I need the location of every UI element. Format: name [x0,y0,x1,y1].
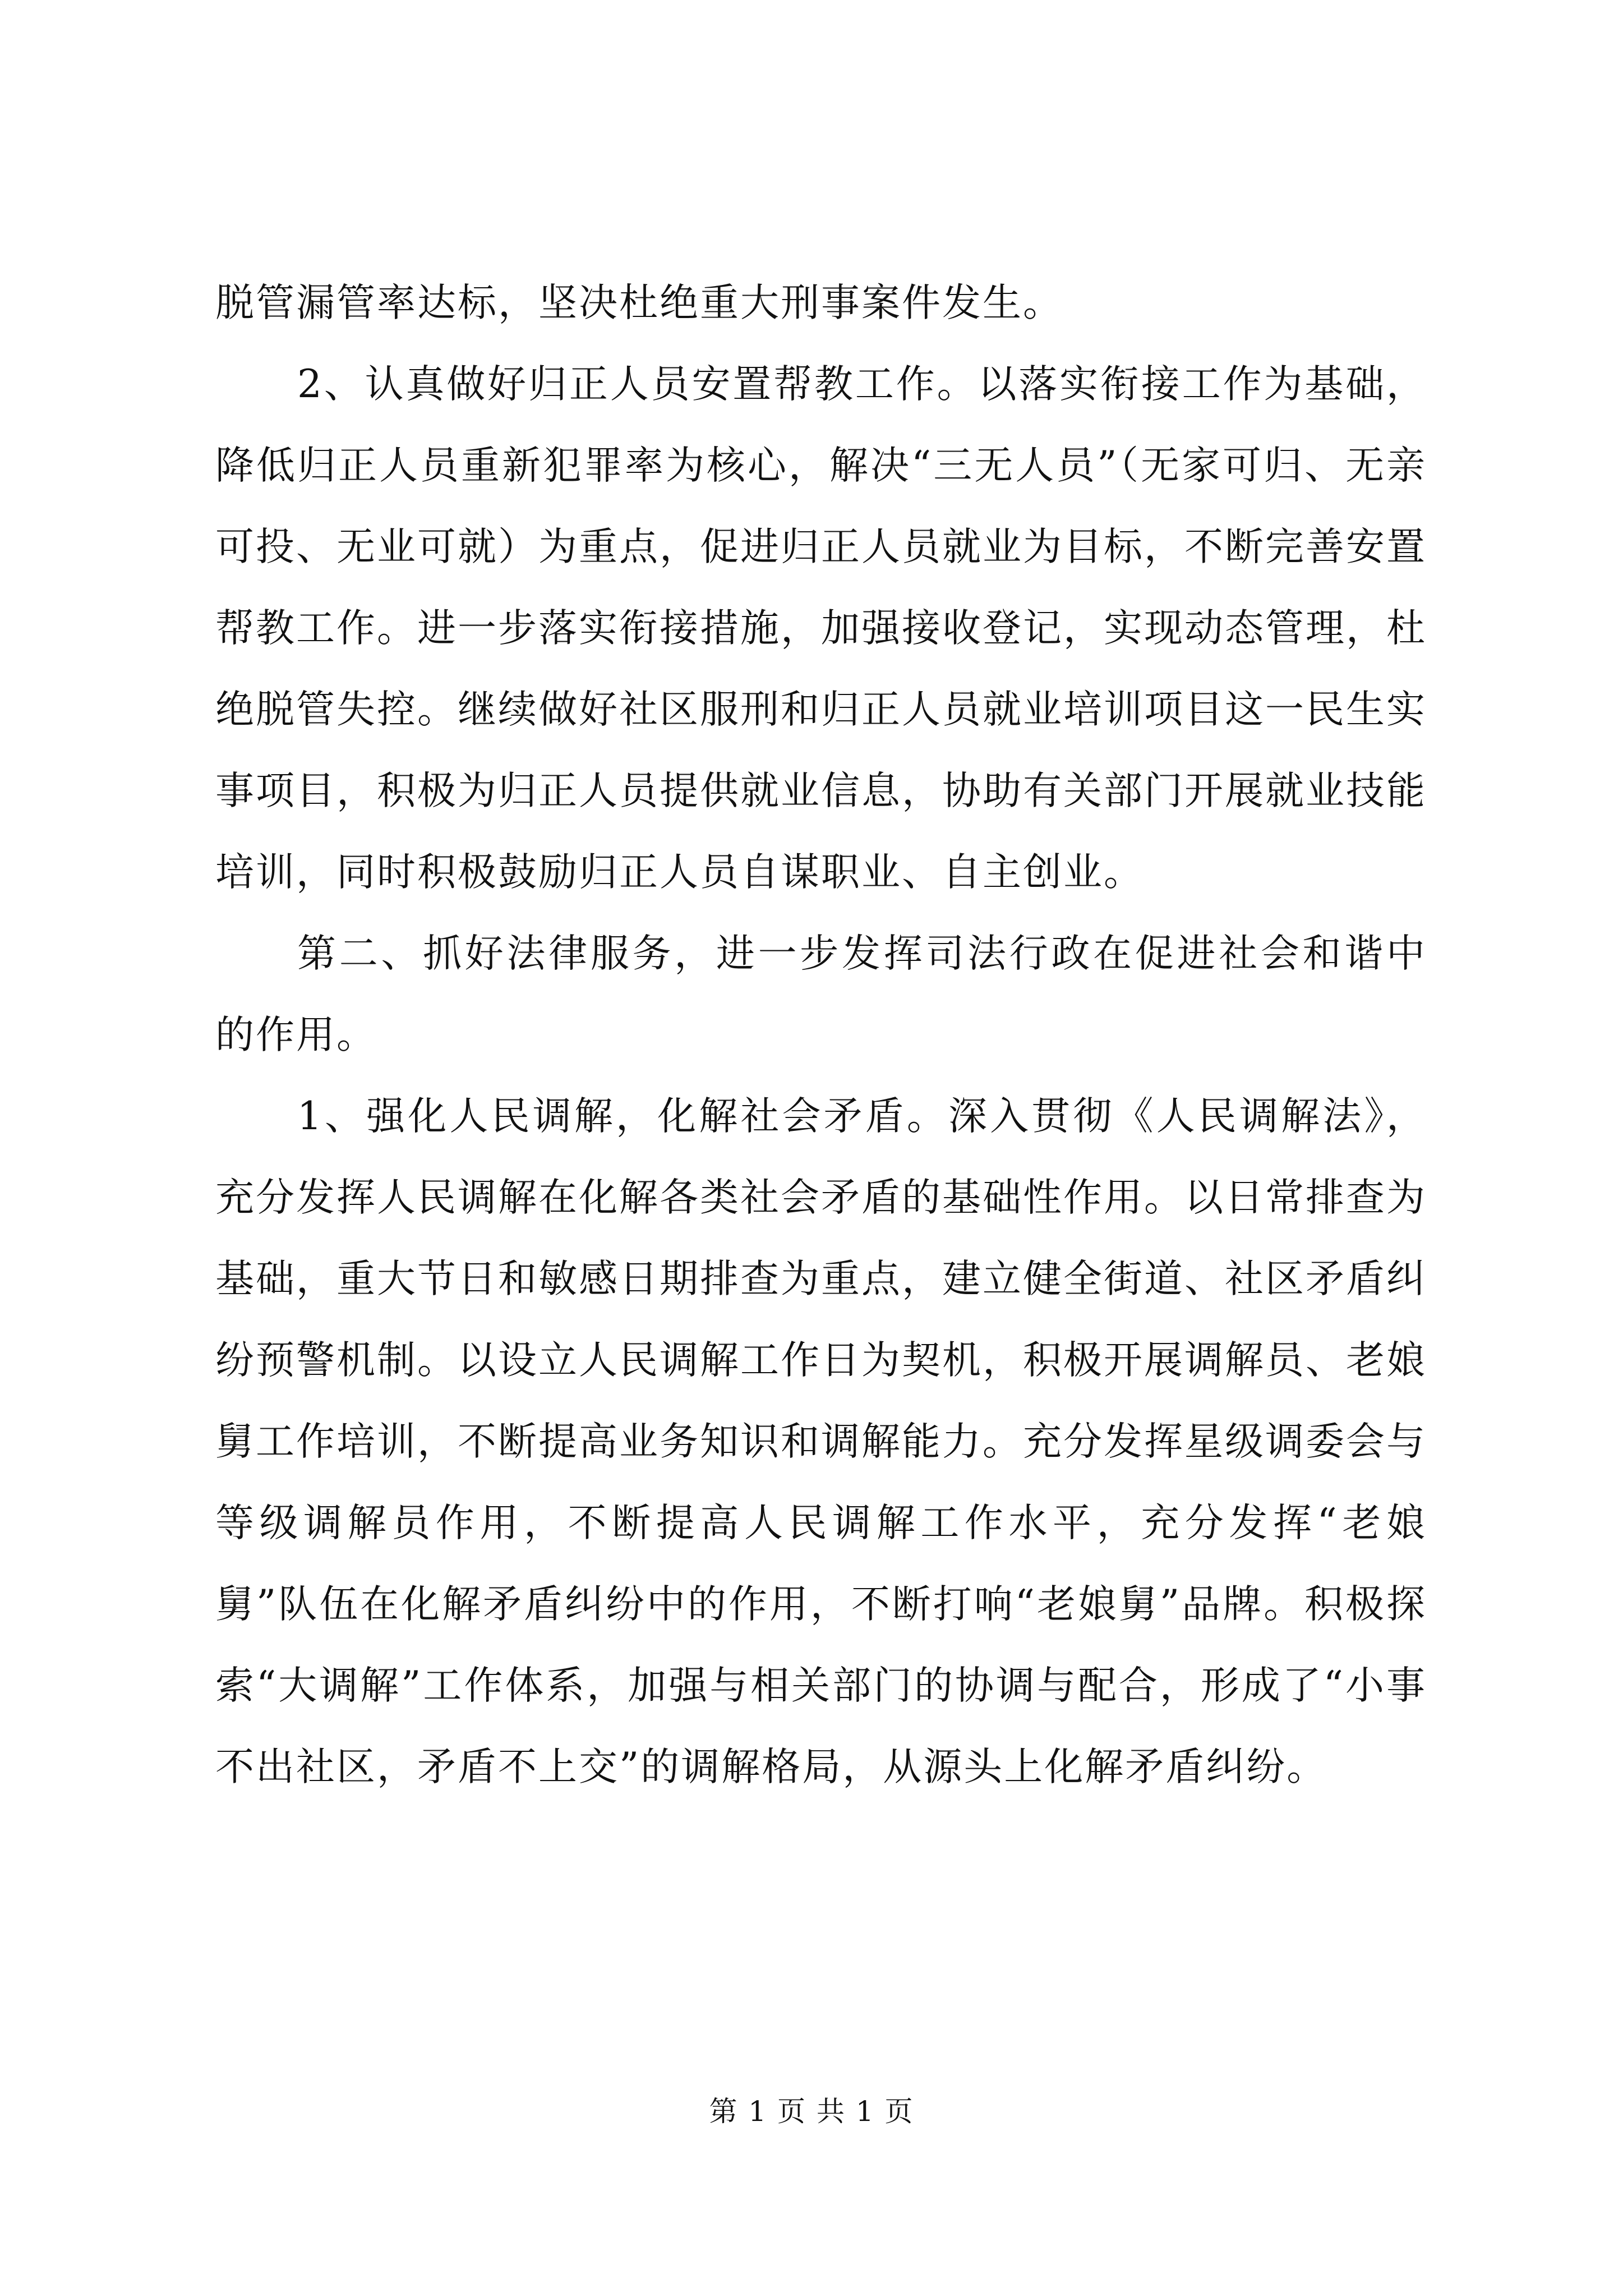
document-body [215,263,1427,1808]
paragraph-continuation: 脱管漏管率达标，坚决杜绝重大刑事案件发生。 [215,280,1063,325]
paragraph-resettlement: 2、认真做好归正人员安置帮教工作。以落实衔接工作为基础，降低归正人员重新犯罪率为核心，解决“三无人员”（无家可归、无亲可投、无业可就）为重点，促进归正人员就业为目标，不断完善安置帮教工作。进一步落实衔接措施，加强接收登记，实现动态管理，杜绝脱管失控。继续做好社区服刑和归正人员就业培训项目这一民生实事项目，积极为归正人员提供就业信息，协助有关部门开展就业技能培训，同时积极鼓励归正人员自谋职业、自主创业。 [215,362,1427,895]
paragraph-mediation: 1、强化人民调解，化解社会矛盾。深入贯彻《人民调解法》，充分发挥人民调解在化解各类社会矛盾的基础性作用。以日常排查为基础，重大节日和敏感日期排查为重点，建立健全街道、社区矛盾纠纷预警机制。以设立人民调解工作日为契机，积极开展调解员、老娘舅工作培训，不断提高业务知识和调解能力。充分发挥星级调委会与等级调解员作用，不断提高人民调解工作水平，充分发挥“老娘舅”队伍在化解矛盾纠纷中的作用，不断打响“老娘舅”品牌。积极探索“大调解”工作体系，加强与相关部门的协调与配合，形成了“小事不出社区，矛盾不上交”的调解格局，从源头上化解矛盾纠纷。 [215,1094,1427,1789]
page-footer: 第 1 页 共 1 页 [709,2095,914,2128]
paragraph-section-two-heading: 第二、抓好法律服务，进一步发挥司法行政在促进社会和谐中的作用。 [215,931,1427,1057]
